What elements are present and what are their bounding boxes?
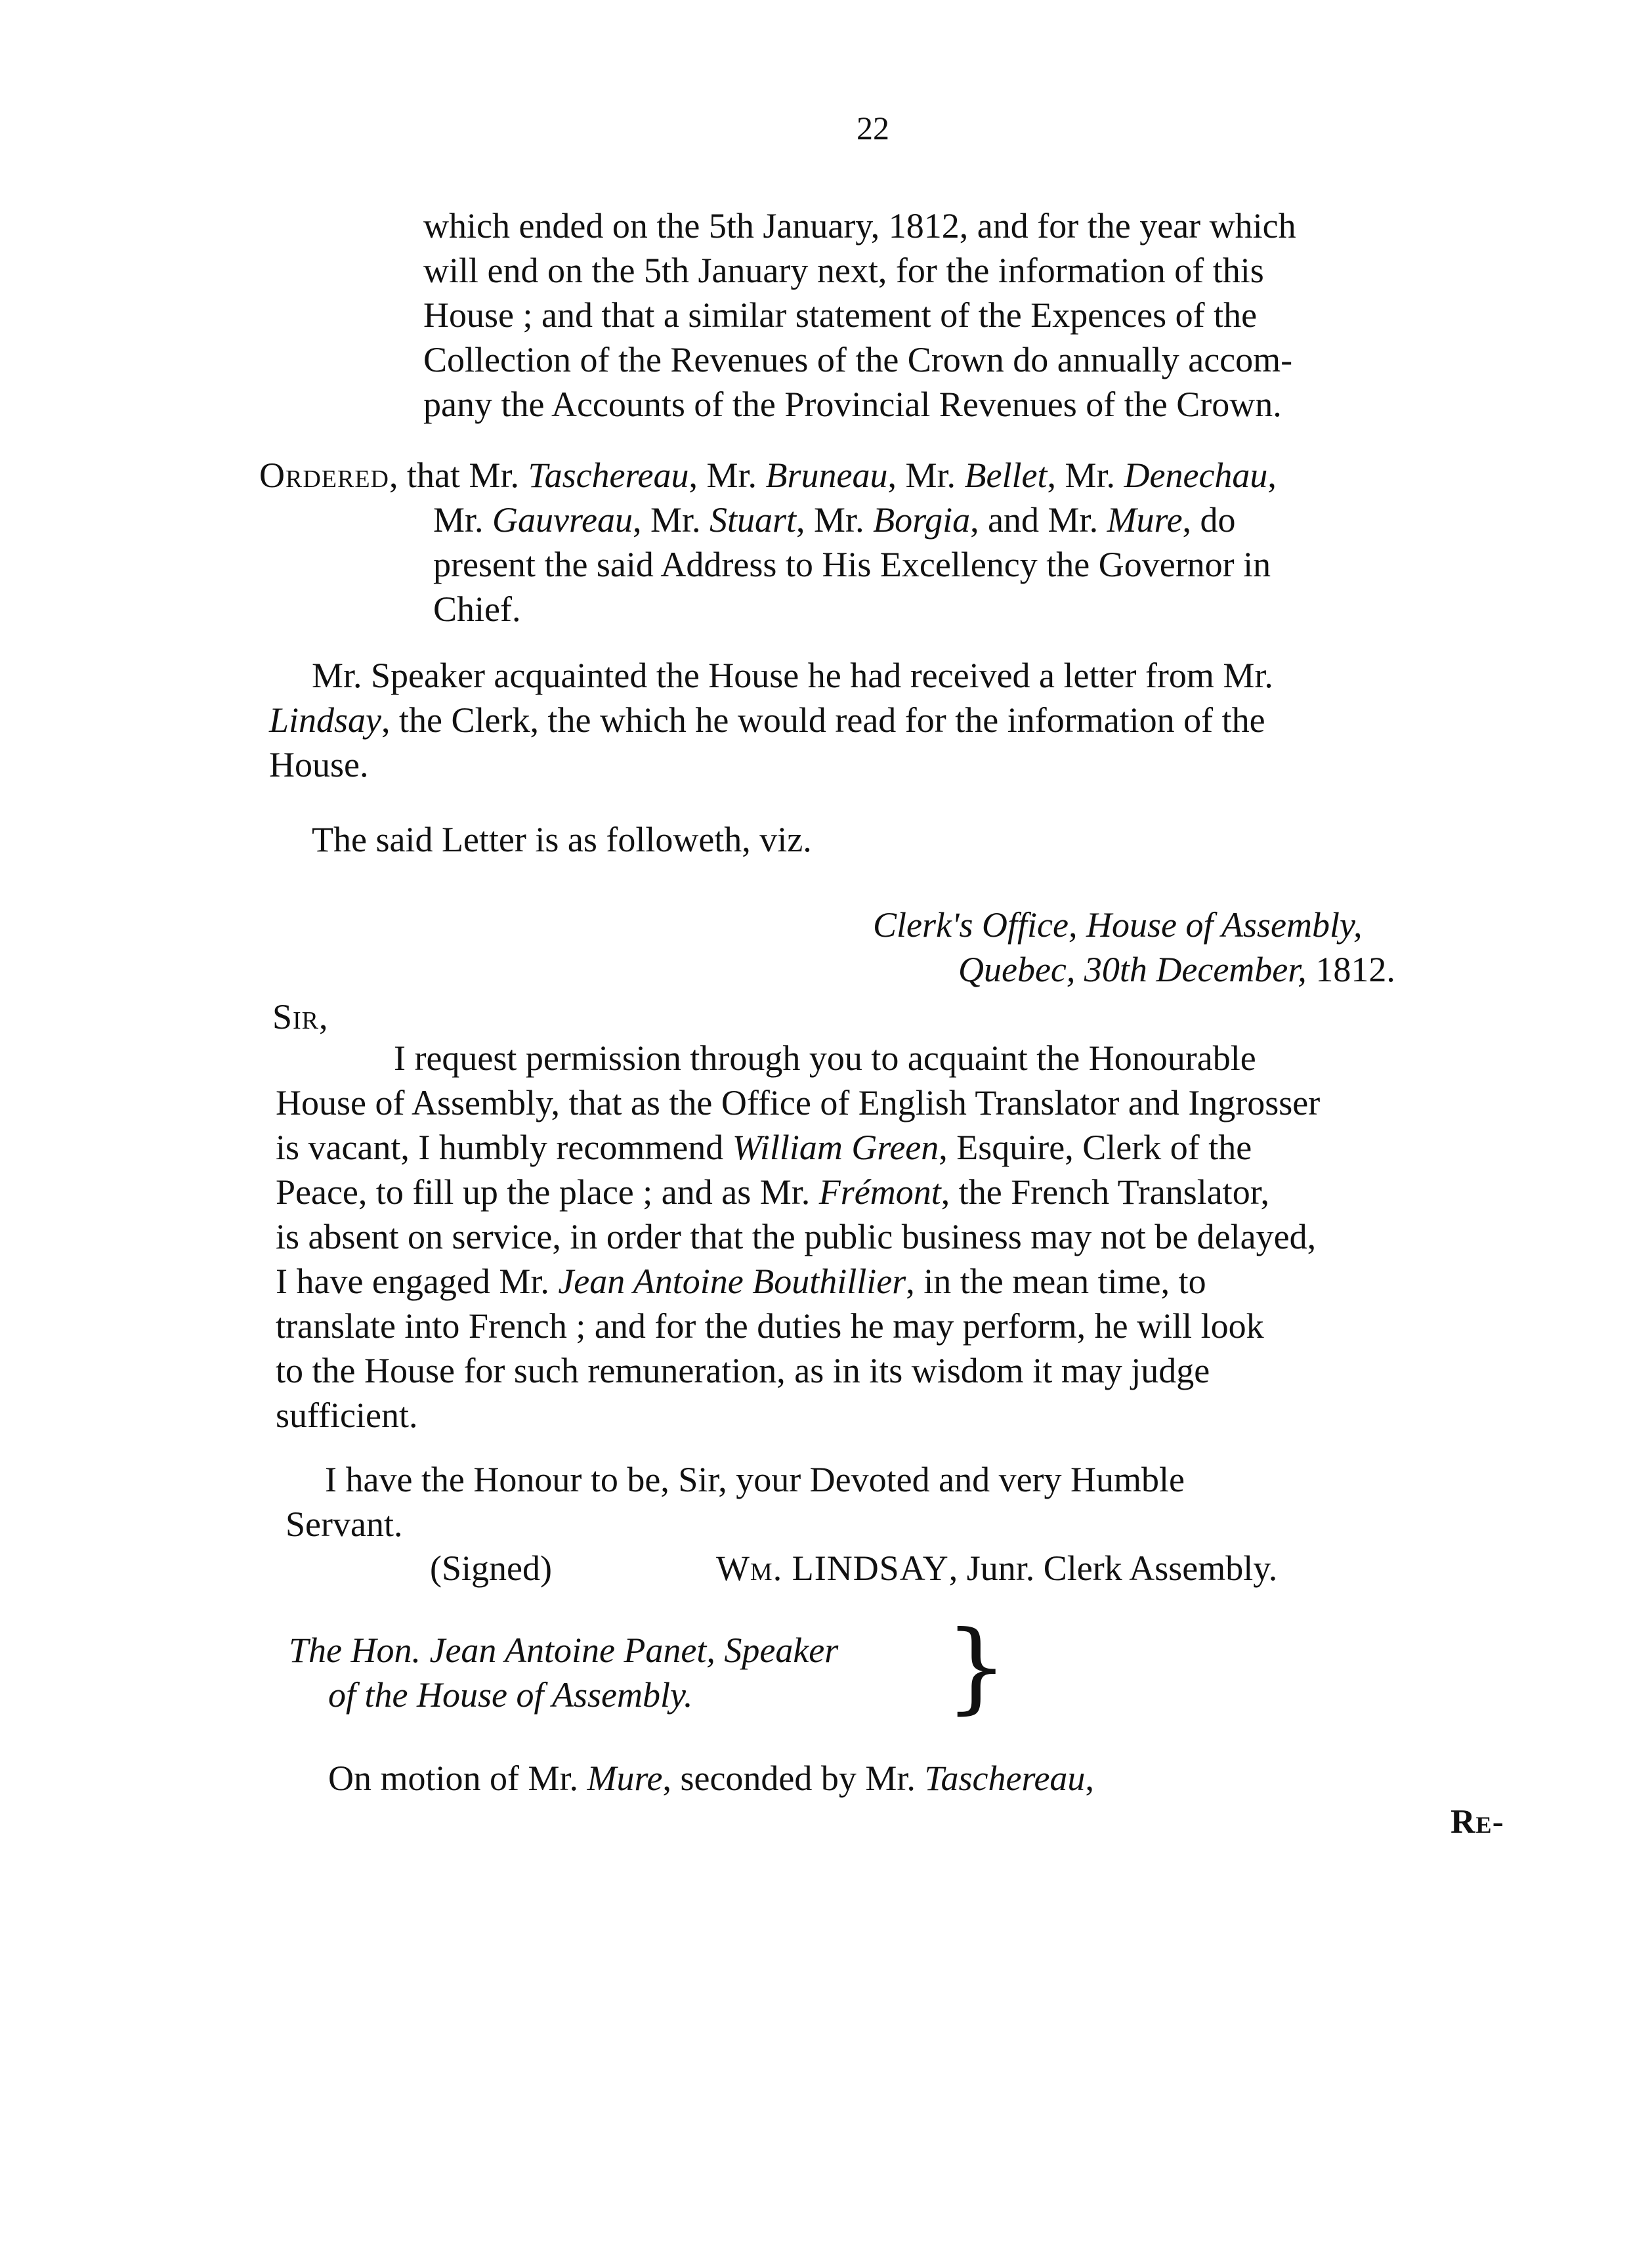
heading-line-1: Clerk's Office, House of Assembly, xyxy=(873,905,1363,945)
heading-place-date: Quebec, 30th December, xyxy=(958,950,1307,989)
text-line: sufficient. xyxy=(276,1396,418,1435)
signature-line xyxy=(430,1546,1277,1591)
text-line: House. xyxy=(269,745,369,784)
name-bruneau: Bruneau xyxy=(765,456,888,495)
text-line xyxy=(276,1259,1320,1304)
text-run: , the Clerk, the which he would read for the information of the xyxy=(381,700,1265,740)
name-william-green: William Green xyxy=(732,1128,939,1167)
name-gauvreau: Gauvreau xyxy=(492,500,633,540)
text-run: Mr. xyxy=(433,500,493,540)
ordered-line-3: present the said Address to His Excellency the Governor in xyxy=(433,545,1271,584)
text-run: , and Mr. xyxy=(970,500,1107,540)
paragraph-accounts xyxy=(423,203,1296,427)
text-line xyxy=(269,698,1273,742)
text-run: , Mr. xyxy=(1047,456,1124,495)
ordered-lead: Ordered xyxy=(259,456,389,495)
name-bellet: Bellet xyxy=(964,456,1048,495)
text-line xyxy=(276,1125,1320,1170)
letter-heading xyxy=(873,903,1395,992)
ordered-line-4: Chief. xyxy=(433,589,521,629)
text-line: which ended on the 5th January, 1812, and for the year which xyxy=(423,206,1296,246)
text-run: , do xyxy=(1182,500,1236,540)
letter-body xyxy=(276,1036,1320,1438)
text-run: , xyxy=(1267,456,1277,495)
name-mure: Mure xyxy=(587,1759,663,1798)
text-run: , in the mean time, to xyxy=(906,1262,1206,1301)
name-borgia: Borgia xyxy=(873,500,971,540)
addressee-line-2: of the House of Assembly. xyxy=(328,1675,693,1715)
name-lindsay: Lindsay xyxy=(269,700,382,740)
motion-line xyxy=(328,1756,1094,1801)
name-fremont: Frémont xyxy=(818,1172,941,1212)
addressee-line-1: The Hon. Jean Antoine Panet, Speaker xyxy=(289,1631,839,1670)
salutation xyxy=(272,994,329,1039)
letter-closing xyxy=(286,1457,1185,1547)
ordered-line-1 xyxy=(259,453,1277,498)
signer-name: Wm. LINDSAY xyxy=(715,1548,949,1588)
text-line: translate into French ; and for the duties he may perform, he will look xyxy=(276,1306,1264,1346)
text-line: House ; and that a similar statement of the Expences of the xyxy=(423,295,1258,335)
text-line xyxy=(276,1170,1320,1214)
text-line: Servant. xyxy=(286,1505,403,1544)
text-run: On motion of Mr. xyxy=(328,1759,587,1798)
signed-label: (Signed) xyxy=(430,1548,552,1588)
text-run: , Esquire, Clerk of the xyxy=(939,1128,1252,1167)
name-mure: Mure xyxy=(1107,500,1183,540)
text-line: will end on the 5th January next, for the information of this xyxy=(423,251,1264,290)
text-line: to the House for such remuneration, as in its wisdom it may judge xyxy=(276,1351,1210,1390)
heading-year: 1812. xyxy=(1306,950,1395,989)
text-run: I have engaged Mr. xyxy=(276,1262,559,1301)
name-taschereau: Taschereau xyxy=(924,1759,1086,1798)
text-run: , that Mr. xyxy=(389,456,528,495)
text-line: pany the Accounts of the Provincial Revenues of the Crown. xyxy=(423,385,1282,424)
speaker-paragraph xyxy=(269,653,1273,787)
text-line xyxy=(328,1756,1094,1801)
text-run: , Mr. xyxy=(688,456,766,495)
text-run: , the French Translator, xyxy=(941,1172,1270,1212)
signature-text xyxy=(430,1546,1277,1591)
text-run: , Mr. xyxy=(632,500,710,540)
text-run: , xyxy=(1085,1759,1094,1798)
name-bouthillier: Jean Antoine Bouthillier xyxy=(558,1262,906,1301)
ordered-line-2 xyxy=(259,498,1277,542)
text-line: is absent on service, in order that the public business may not be delayed, xyxy=(276,1217,1317,1256)
text-run: Peace, to fill up the place ; and as Mr. xyxy=(276,1172,819,1212)
text-run: , Mr. xyxy=(796,500,874,540)
heading-line-2 xyxy=(873,947,1395,992)
name-denechau: Denechau xyxy=(1124,456,1268,495)
name-stuart: Stuart xyxy=(710,500,797,540)
text-line: The said Letter is as followeth, viz. xyxy=(312,820,812,859)
addressee xyxy=(289,1628,838,1717)
page-number: 22 xyxy=(857,110,889,146)
letter-intro xyxy=(312,817,812,862)
text-line: House of Assembly, that as the Office of English Translator and Ingrosser xyxy=(276,1083,1321,1122)
signer-title: , Junr. Clerk Assembly. xyxy=(948,1548,1278,1588)
name-taschereau: Taschereau xyxy=(528,456,689,495)
text-line: I request permission through you to acquaint the Honourable xyxy=(394,1038,1256,1078)
text-line: Collection of the Revenues of the Crown do annually accom- xyxy=(423,340,1293,379)
addressee-brace: } xyxy=(945,1610,1008,1724)
text-run: is vacant, I humbly recommend xyxy=(276,1128,732,1167)
text-line: Sir, xyxy=(272,997,329,1036)
text-run: , seconded by Mr. xyxy=(662,1759,925,1798)
text-run: , Mr. xyxy=(887,456,965,495)
catchword: Re- xyxy=(1451,1803,1504,1841)
ordered-paragraph xyxy=(259,453,1277,631)
text-line: Mr. Speaker acquainted the House he had received a letter from Mr. xyxy=(312,656,1273,695)
text-line: I have the Honour to be, Sir, your Devoted and very Humble xyxy=(325,1460,1185,1499)
